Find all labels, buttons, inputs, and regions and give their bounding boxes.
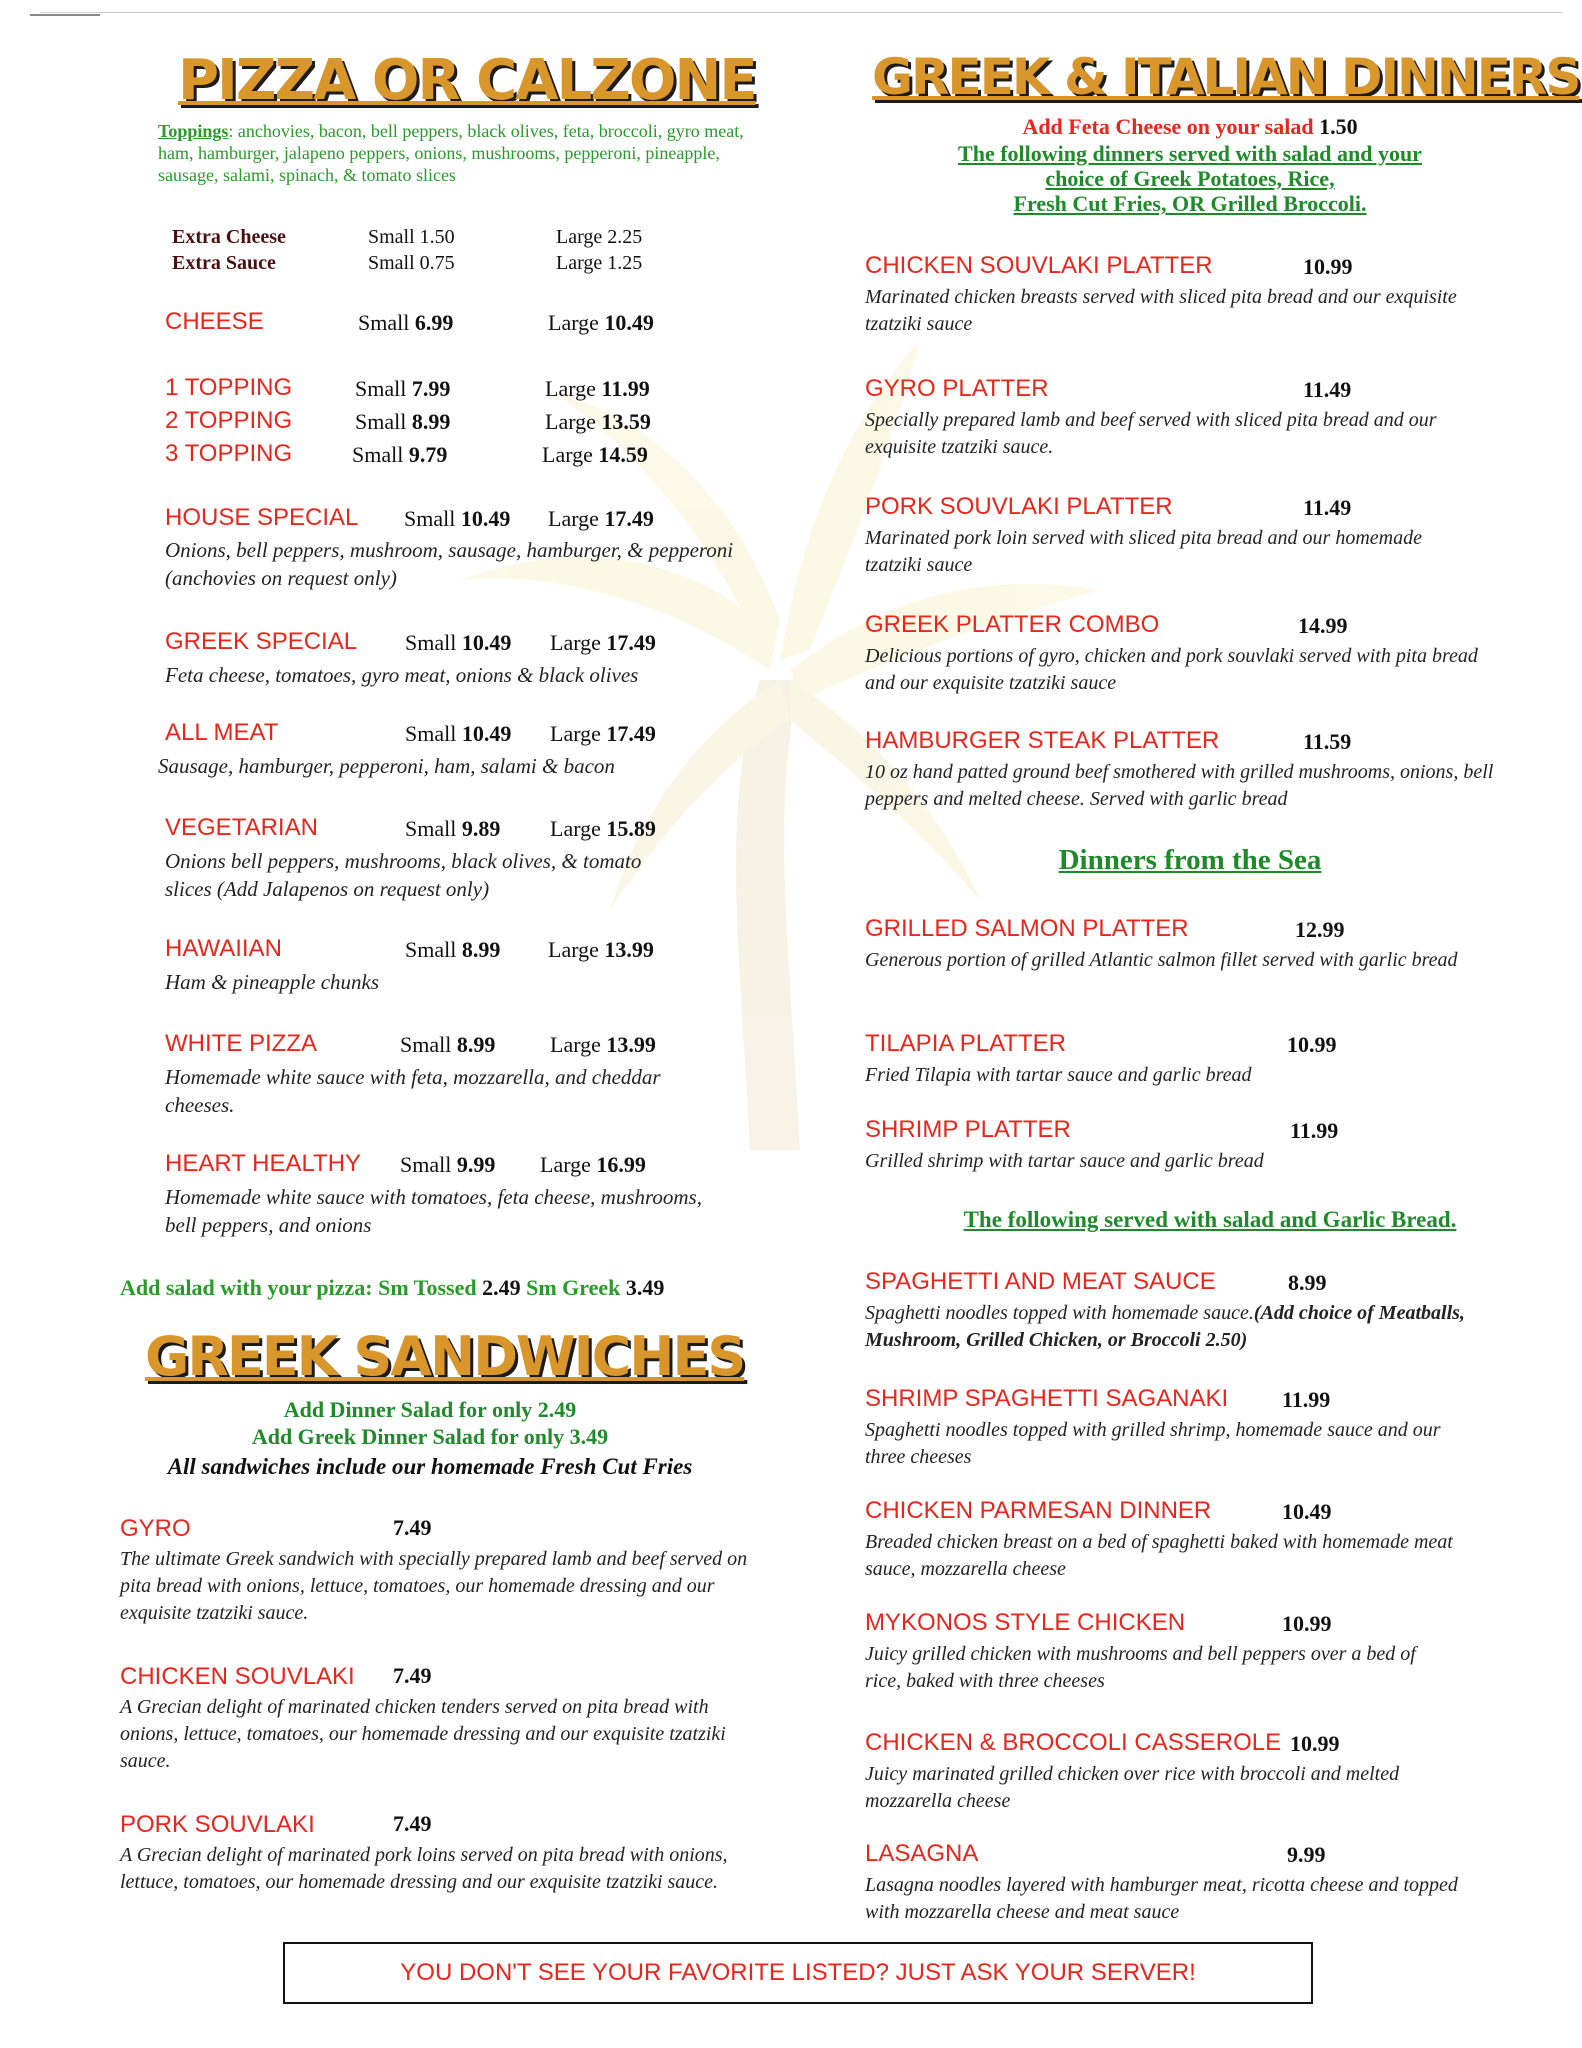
pizza-small-price: Small 9.89 xyxy=(405,816,501,841)
scan-mark xyxy=(30,14,100,16)
pizza-item-desc: Sausage, hamburger, pepperoni, ham, salami & bacon xyxy=(158,754,615,778)
pizza-item-name: HAWAIIAN xyxy=(165,935,282,962)
pasta-price: 9.99 xyxy=(1287,1842,1326,1867)
sandwiches-banner: GREEK SANDWICHES xyxy=(145,1325,745,1388)
pasta-price: 10.99 xyxy=(1290,1731,1340,1756)
pizza-large-price: Large 16.99 xyxy=(540,1152,646,1177)
sandwich-price: 7.49 xyxy=(393,1515,432,1540)
sandwich-salad-line-1: Add Dinner Salad for only 2.49 xyxy=(283,1397,577,1422)
pasta-name: SHRIMP SPAGHETTI SAGANAKI xyxy=(865,1385,1229,1412)
pizza-item-name: 2 TOPPING xyxy=(165,407,293,434)
pasta-price: 11.99 xyxy=(1282,1387,1331,1412)
dinner-desc: Marinated chicken breasts served with sliced pita bread and our exquisite tzatziki sauce xyxy=(865,286,1457,335)
extra-sauce-label: Extra Sauce xyxy=(172,252,276,274)
dinner-intro-line-1: The following dinners served with salad and your xyxy=(958,141,1422,166)
dinner-price: 11.49 xyxy=(1303,377,1352,402)
toppings-label: Toppings xyxy=(158,121,229,141)
sea-dinner-name: SHRIMP PLATTER xyxy=(865,1116,1071,1143)
pizza-small-price: Small 8.99 xyxy=(400,1032,496,1057)
dinner-intro-line-3: Fresh Cut Fries, OR Grilled Broccoli. xyxy=(1013,191,1367,216)
dinner-price: 11.49 xyxy=(1303,495,1352,520)
pizza-item-name: ALL MEAT xyxy=(165,719,279,746)
sandwich-desc: The ultimate Greek sandwich with specially prepared lamb and beef served on pita bread with onions, lettuce, tomatoes, our homemade dressing and our exquisite tzatziki sauce. xyxy=(120,1548,748,1624)
add-salad-line: Add salad with your pizza: Sm Tossed 2.49 Sm Greek 3.49 xyxy=(120,1275,665,1300)
footer-notice-box xyxy=(283,1942,1313,2004)
sandwich-salad-line-2: Add Greek Dinner Salad for only 3.49 xyxy=(251,1424,609,1449)
dinner-name: HAMBURGER STEAK PLATTER xyxy=(865,727,1220,754)
pizza-small-price: Small 10.49 xyxy=(405,630,512,655)
pasta-desc: Juicy grilled chicken with mushrooms and bell peppers over a bed of rice, baked with three cheeses xyxy=(865,1643,1416,1692)
pasta-name: CHICKEN & BROCCOLI CASSEROLE xyxy=(865,1729,1282,1756)
pizza-large-price: Large 13.59 xyxy=(545,409,651,434)
toppings-list xyxy=(158,120,768,186)
footer-notice-text: YOU DON'T SEE YOUR FAVORITE LISTED? JUST ASK YOUR SERVER! xyxy=(400,1959,1196,1986)
pizza-item-desc: Homemade white sauce with tomatoes, feta cheese, mushrooms, bell peppers, and onions xyxy=(165,1185,702,1237)
pizza-large-price: Large 11.99 xyxy=(545,376,650,401)
pizza-item-desc: Homemade white sauce with feta, mozzarella, and cheddar cheeses. xyxy=(165,1065,661,1117)
sea-dinner-desc: Fried Tilapia with tartar sauce and garlic bread xyxy=(865,1064,1252,1086)
sea-dinner-price: 10.99 xyxy=(1287,1032,1337,1057)
pizza-item-name: HEART HEALTHY xyxy=(165,1150,362,1177)
pizza-large-price: Large 13.99 xyxy=(550,1032,656,1057)
feta-line: Add Feta Cheese on your salad 1.50 xyxy=(1022,114,1358,139)
pasta-price: 10.49 xyxy=(1282,1499,1332,1524)
extra-cheese-label: Extra Cheese xyxy=(172,226,286,248)
pizza-large-price: Large 15.89 xyxy=(550,816,656,841)
pizza-large-price: Large 13.99 xyxy=(548,937,654,962)
sea-dinner-name: TILAPIA PLATTER xyxy=(865,1030,1066,1057)
dinner-name: GREEK PLATTER COMBO xyxy=(865,611,1160,638)
extra-sauce-small: Small 0.75 xyxy=(368,252,455,274)
dinner-name: PORK SOUVLAKI PLATTER xyxy=(865,493,1173,520)
pasta-price: 10.99 xyxy=(1282,1611,1332,1636)
sandwich-desc: A Grecian delight of marinated chicken tenders served on pita bread with onions, lettuce, tomatoes, our homemade dressing and our exquisite tzatziki sauce. xyxy=(120,1696,726,1772)
sea-dinner-desc: Grilled shrimp with tartar sauce and garlic bread xyxy=(865,1150,1264,1172)
dinner-price: 10.99 xyxy=(1303,254,1353,279)
pasta-price: 8.99 xyxy=(1288,1270,1327,1295)
pizza-small-price: Small 8.99 xyxy=(405,937,501,962)
pizza-item-desc: Onions, bell peppers, mushroom, sausage, hamburger, & pepperoni (anchovies on request only) xyxy=(165,538,734,590)
pizza-item-name: 3 TOPPING xyxy=(165,440,293,467)
pizza-item-name: 1 TOPPING xyxy=(165,374,293,401)
sandwich-price: 7.49 xyxy=(393,1811,432,1836)
extra-cheese-large: Large 2.25 xyxy=(556,226,643,248)
pasta-name: LASAGNA xyxy=(865,1840,979,1867)
pizza-large-price: Large 10.49 xyxy=(548,310,654,335)
toppings-text: : anchovies, bacon, bell peppers, black olives, feta, broccoli, gyro meat, ham, hamburger, jalapeno peppers, onions, mushrooms, pepperoni, pineapple, sausage, salami, spinach, & tomato slices xyxy=(158,121,744,185)
dinner-desc: Marinated pork loin served with sliced pita bread and our homemade tzatziki sauce xyxy=(865,527,1422,576)
dinner-price: 11.59 xyxy=(1303,729,1352,754)
dinner-name: CHICKEN SOUVLAKI PLATTER xyxy=(865,252,1213,279)
dinner-name: GYRO PLATTER xyxy=(865,375,1049,402)
sea-dinner-price: 11.99 xyxy=(1290,1118,1339,1143)
pizza-small-price: Small 9.99 xyxy=(400,1152,496,1177)
extra-cheese-small: Small 1.50 xyxy=(368,226,455,248)
pizza-banner: PIZZA OR CALZONE xyxy=(178,48,756,113)
pizza-small-price: Small 6.99 xyxy=(358,310,454,335)
scan-edge-line xyxy=(40,12,1562,13)
sandwich-price: 7.49 xyxy=(393,1663,432,1688)
pasta-heading: The following served with salad and Garlic Bread. xyxy=(963,1207,1457,1232)
sea-dinner-price: 12.99 xyxy=(1295,917,1345,942)
pasta-name: CHICKEN PARMESAN DINNER xyxy=(865,1497,1212,1524)
pasta-desc: Juicy marinated grilled chicken over rice with broccoli and melted mozzarella cheese xyxy=(865,1763,1400,1812)
pizza-small-price: Small 10.49 xyxy=(405,721,512,746)
pizza-item-desc: Feta cheese, tomatoes, gyro meat, onions & black olives xyxy=(165,663,639,687)
pizza-small-price: Small 8.99 xyxy=(355,409,451,434)
extra-sauce-large: Large 1.25 xyxy=(556,252,643,274)
sea-dinner-desc: Generous portion of grilled Atlantic salmon fillet served with garlic bread xyxy=(865,949,1458,971)
pizza-small-price: Small 7.99 xyxy=(355,376,451,401)
pizza-item-name: HOUSE SPECIAL xyxy=(165,504,359,531)
pizza-small-price: Small 10.49 xyxy=(404,506,511,531)
pasta-desc: Lasagna noodles layered with hamburger meat, ricotta cheese and topped with mozzarella cheese and meat sauce xyxy=(865,1874,1458,1923)
sandwich-name: GYRO xyxy=(120,1515,191,1542)
pizza-item-name: GREEK SPECIAL xyxy=(165,628,358,655)
pasta-desc: Spaghetti noodles topped with grilled shrimp, homemade sauce and our three cheeses xyxy=(865,1419,1441,1468)
sandwich-desc: A Grecian delight of marinated pork loins served on pita bread with onions, lettuce, tomatoes, our homemade dressing and our exquisite tzatziki sauce. xyxy=(120,1844,728,1893)
dinner-desc: Delicious portions of gyro, chicken and pork souvlaki served with pita bread and our exquisite tzatziki sauce xyxy=(865,645,1478,694)
sandwich-name: PORK SOUVLAKI xyxy=(120,1811,315,1838)
pasta-desc: Breaded chicken breast on a bed of spaghetti baked with homemade meat sauce, mozzarella cheese xyxy=(865,1531,1453,1580)
pasta-name: MYKONOS STYLE CHICKEN xyxy=(865,1609,1186,1636)
sandwich-name: CHICKEN SOUVLAKI xyxy=(120,1663,355,1690)
dinner-intro-line-2: choice of Greek Potatoes, Rice, xyxy=(1045,166,1335,191)
pizza-small-price: Small 9.79 xyxy=(352,442,448,467)
pizza-item-name: WHITE PIZZA xyxy=(165,1030,317,1057)
pasta-name: SPAGHETTI AND MEAT SAUCE xyxy=(865,1268,1216,1295)
pizza-item-name: CHEESE xyxy=(165,308,264,335)
sea-dinner-name: GRILLED SALMON PLATTER xyxy=(865,915,1189,942)
pizza-large-price: Large 17.49 xyxy=(550,630,656,655)
dinner-price: 14.99 xyxy=(1298,613,1348,638)
pizza-large-price: Large 14.59 xyxy=(542,442,648,467)
pizza-large-price: Large 17.49 xyxy=(548,506,654,531)
pizza-item-desc: Onions bell peppers, mushrooms, black olives, & tomato slices (Add Jalapenos on request only) xyxy=(165,849,642,901)
sandwich-fries-line: All sandwiches include our homemade Fresh Cut Fries xyxy=(167,1454,693,1479)
sea-heading: Dinners from the Sea xyxy=(1058,844,1322,876)
dinner-desc: Specially prepared lamb and beef served with sliced pita bread and our exquisite tzatziki sauce. xyxy=(865,409,1437,458)
pizza-large-price: Large 17.49 xyxy=(550,721,656,746)
dinners-banner: GREEK & ITALIAN DINNERS xyxy=(872,48,1580,106)
pasta-desc: Spaghetti noodles topped with homemade sauce.(Add choice of Meatballs, Mushroom, Grilled Chicken, or Broccoli 2.50) xyxy=(865,1302,1465,1351)
dinner-desc: 10 oz hand patted ground beef smothered with grilled mushrooms, onions, bell peppers and melted cheese. Served with garlic bread xyxy=(865,761,1494,810)
pizza-item-name: VEGETARIAN xyxy=(165,814,318,841)
pizza-item-desc: Ham & pineapple chunks xyxy=(165,970,380,994)
